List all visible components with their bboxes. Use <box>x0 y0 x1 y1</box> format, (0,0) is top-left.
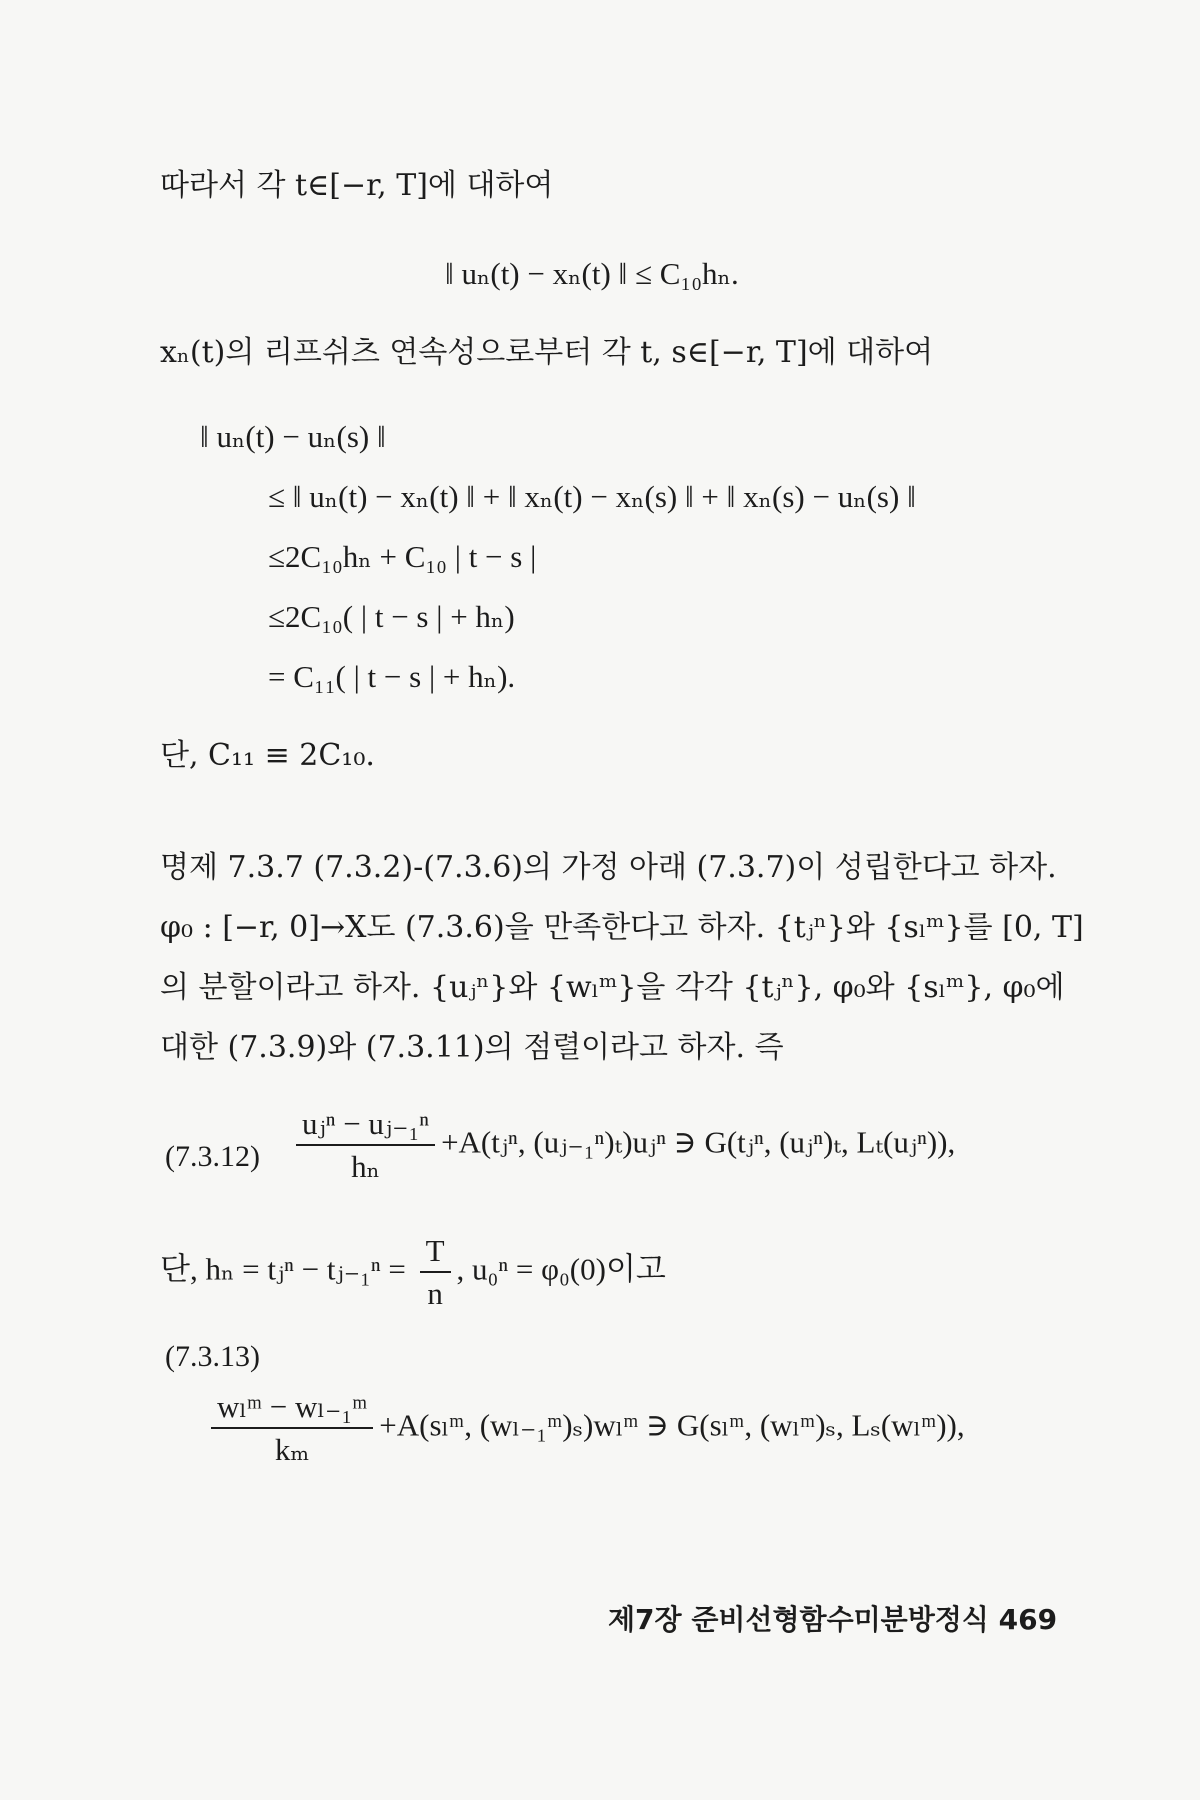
eq-7-3-13-rest: +A(sₗᵐ, (wₗ₋₁ᵐ)ₛ)wₗᵐ ∋ G(sₗᵐ, (wₗᵐ)ₛ, Lₛ(wₗᵐ)), <box>379 1407 965 1443</box>
chain-line-4: = C₁₁( | t − s | + hₙ). <box>268 659 516 694</box>
proposition-line-0: 명제 7.3.7 (7.3.2)-(7.3.6)의 가정 아래 (7.3.7)이 성립한다고 하자. <box>160 850 1057 885</box>
eq-7-3-12-fraction <box>296 1105 435 1185</box>
proposition-line-2: 의 분할이라고 하자. {uⱼⁿ}와 {wₗᵐ}을 각각 {tⱼⁿ}, φ₀와 {sₗᵐ}, φ₀에 <box>160 970 1065 1005</box>
intro-line: 따라서 각 t∈[−r, T]에 대하여 <box>160 168 554 203</box>
proposition-line-1: φ₀ : [−r, 0]→X도 (7.3.6)을 만족한다고 하자. {tⱼⁿ}와 {sₗᵐ}를 [0, T] <box>160 910 1084 945</box>
chain-line-0: ‖ uₙ(t) − uₙ(s) ‖ <box>200 419 386 454</box>
eq-7-3-12-label: (7.3.12) <box>165 1140 260 1173</box>
eq-7-3-12-rest: +A(tⱼⁿ, (uⱼ₋₁ⁿ)ₜ)uⱼⁿ ∋ G(tⱼⁿ, (uⱼⁿ)ₜ, Lₜ(uⱼⁿ)), <box>441 1124 956 1160</box>
proposition-line-3: 대한 (7.3.9)와 (7.3.11)의 점렬이라고 하자. 즉 <box>160 1030 784 1065</box>
eq-7-3-13-denominator: kₘ <box>274 1432 310 1468</box>
where-hn-suffix: , u₀ⁿ = φ₀(0)이고 <box>456 1251 666 1287</box>
eq-7-3-13 <box>205 1388 965 1468</box>
chain-line-2: ≤2C₁₀hₙ + C₁₀ | t − s | <box>268 539 537 574</box>
lipschitz-line: xₙ(t)의 리프쉬츠 연속성으로부터 각 t, s∈[−r, T]에 대하여 <box>160 335 934 370</box>
where-hn-prefix: 단, hₙ = tⱼⁿ − tⱼ₋₁ⁿ = <box>160 1251 406 1287</box>
where-hn <box>160 1232 666 1312</box>
eq-7-3-13-numerator: wₗᵐ − wₗ₋₁ᵐ <box>211 1388 373 1429</box>
eq-7-3-13-label: (7.3.13) <box>165 1340 260 1373</box>
chain-line-3: ≤2C₁₀( | t − s | + hₙ) <box>268 599 515 634</box>
norm-bound-equation: ‖ uₙ(t) − xₙ(t) ‖ ≤ C₁₀hₙ. <box>445 256 739 291</box>
eq-7-3-12 <box>290 1105 955 1185</box>
where-c11: 단, C₁₁ ≡ 2C₁₀. <box>160 738 375 773</box>
where-hn-denominator: n <box>427 1276 443 1312</box>
chain-line-1: ≤ ‖ uₙ(t) − xₙ(t) ‖ + ‖ xₙ(t) − xₙ(s) ‖ + ‖ xₙ(s) − uₙ(s) ‖ <box>268 479 916 514</box>
eq-7-3-12-numerator: uⱼⁿ − uⱼ₋₁ⁿ <box>296 1105 435 1146</box>
where-hn-numerator: T <box>420 1232 451 1273</box>
where-hn-fraction <box>420 1232 451 1312</box>
eq-7-3-12-denominator: hₙ <box>351 1149 380 1185</box>
eq-7-3-13-fraction <box>211 1388 373 1468</box>
page-footer: 제7장 준비선형함수미분방정식 469 <box>608 1603 1058 1636</box>
